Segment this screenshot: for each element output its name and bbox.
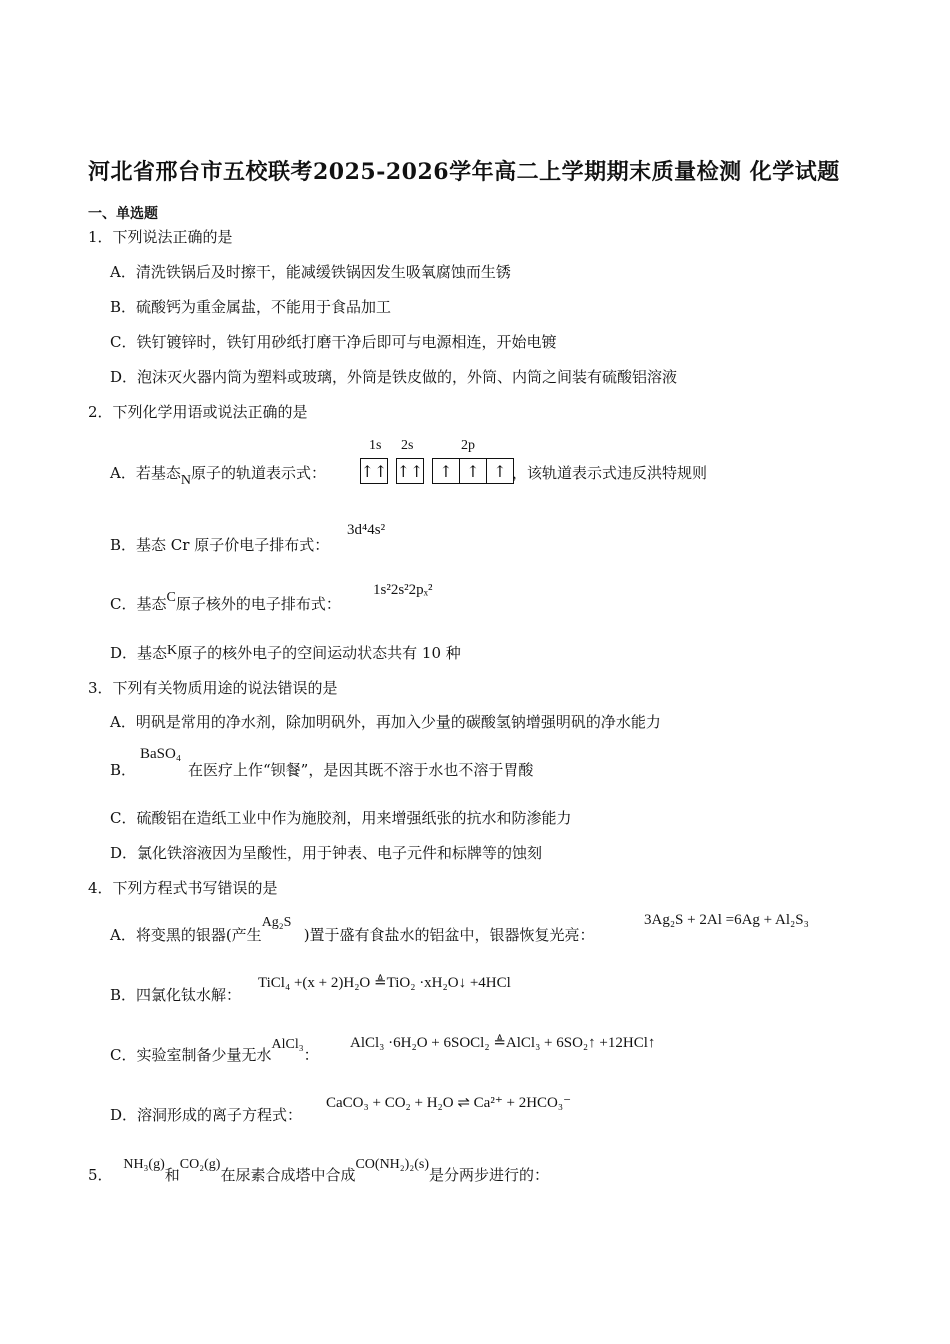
cr-config: 3d⁴4s² [347, 522, 386, 538]
orbital-label-2s: 2s [401, 438, 414, 453]
question-2-option-c [110, 590, 341, 616]
option-d-prefix: D．基态 [110, 644, 168, 662]
question-2-option-d [110, 643, 461, 665]
question-1-option-b: B．硫酸钙为重金属盐，不能用于食品加工 [110, 298, 392, 316]
question-3-option-c: C．硫酸铝在造纸工业中作为施胶剂，用来增强纸张的抗水和防渗能力 [110, 809, 572, 827]
question-number: 5． [88, 1166, 113, 1184]
option-a-prefix: A．若基态 [110, 464, 181, 482]
equation-b: TiCl₄ +(x + 2)H₂O ≜TiO₂ ·xH₂O↓ +4HCl [258, 975, 511, 991]
question-3-option-b-label: B． [110, 761, 137, 779]
equation-c: AlCl₃ ·6H₂O + 6SOCl₂ ≜AlCl₃ + 6SO₂↑ +12HCl↑ [350, 1035, 656, 1051]
question-3-stem: 3．下列有关物质用途的说法错误的是 [88, 679, 338, 697]
question-4-stem: 4．下列方程式书写错误的是 [88, 879, 278, 897]
page-title: 河北省邢台市五校联考2025-2026学年高二上学期期末质量检测 化学试题 [88, 159, 840, 185]
element-n: N [180, 473, 191, 488]
orbital-label-1s: 1s [369, 438, 382, 453]
option-d-text: 原子的核外电子的空间运动状态共有 10 种 [177, 644, 461, 662]
c-config: 1s²2s²2pₓ² [373, 582, 433, 598]
question-1-option-d: D．泡沫灭火器内筒为塑料或玻璃，外筒是铁皮做的，外筒、内筒之间装有硫酸铝溶液 [110, 368, 678, 386]
question-3-option-b-text: 在医疗上作“钡餐”，是因其既不溶于水也不溶于胃酸 [188, 761, 534, 779]
question-2-option-a [110, 463, 326, 488]
orbital-box-2p: ↑ [493, 461, 507, 481]
orbital-label-2p: 2p [461, 438, 475, 453]
stem-end: 是分两步进行的： [428, 1166, 549, 1184]
question-2-option-b: B．基态 Cr 原子价电子排布式： [110, 536, 330, 554]
orbital-box-2p: ↑ [460, 459, 487, 483]
orbital-box-2s: ↑↑ [396, 461, 424, 481]
option-a-mid: 原子的轨道表示式： [190, 464, 326, 482]
option-c-prefix: C．基态 [110, 595, 167, 613]
option-a-prefix: A．将变黑的银器(产生 [110, 926, 262, 944]
question-4-option-b: B．四氯化钛水解： [110, 986, 242, 1004]
question-4-option-c [110, 1037, 319, 1067]
element-k: K [167, 643, 178, 658]
question-3-option-a: A．明矾是常用的净水剂，除加明矾外，再加入少量的碳酸氢钠增强明矾的净水能力 [110, 713, 661, 731]
orbital-diagram [360, 458, 514, 484]
question-4-option-a [110, 915, 595, 947]
question-5-stem [88, 1157, 549, 1187]
urea-formula: CO(NH₂)₂(s) [355, 1157, 429, 1172]
question-1-option-c: C．铁钉镀锌时，铁钉用砂纸打磨干净后即可与电源相连，开始电镀 [110, 333, 557, 351]
baso4-formula: BaSO₄ [140, 746, 182, 762]
option-c-mid: 原子核外的电子排布式： [175, 595, 341, 613]
element-c: C [166, 590, 176, 605]
equation-a: 3Ag₂S + 2Al =6Ag + Al₂S₃ [644, 912, 809, 928]
ag2s-formula: Ag₂S [261, 915, 292, 930]
co2-formula: CO₂(g) [179, 1157, 221, 1172]
orbital-box-2p: ↑ [433, 459, 460, 483]
nh3-formula: NH₃(g) [123, 1157, 165, 1172]
option-c-prefix: C．实验室制备少量无水 [110, 1046, 272, 1064]
alcl3-formula: AlCl₃ [271, 1037, 304, 1052]
and-text: 和 [164, 1166, 180, 1184]
question-4-option-d: D．溶洞形成的离子方程式： [110, 1106, 303, 1124]
question-3-option-d: D．氯化铁溶液因为呈酸性，用于钟表、电子元件和标牌等的蚀刻 [110, 844, 543, 862]
option-a-mid: )置于盛有食盐水的铝盆中，银器恢复光亮： [303, 926, 595, 944]
question-1-option-a: A．清洗铁锅后及时擦干，能减缓铁锅因发生吸氧腐蚀而生锈 [110, 263, 511, 281]
question-1-stem: 1．下列说法正确的是 [88, 228, 233, 246]
section-heading: 一、单选题 [88, 206, 158, 222]
orbital-box-1s: ↑↑ [360, 461, 388, 481]
colon: ： [303, 1046, 319, 1064]
question-2-stem: 2．下列化学用语或说法正确的是 [88, 403, 308, 421]
stem-mid: 在尿素合成塔中合成 [220, 1166, 356, 1184]
option-a-suffix: ，该轨道表示式违反洪特规则 [512, 464, 708, 482]
equation-d: CaCO₃ + CO₂ + H₂O ⇌ Ca²⁺ + 2HCO₃⁻ [326, 1095, 572, 1111]
